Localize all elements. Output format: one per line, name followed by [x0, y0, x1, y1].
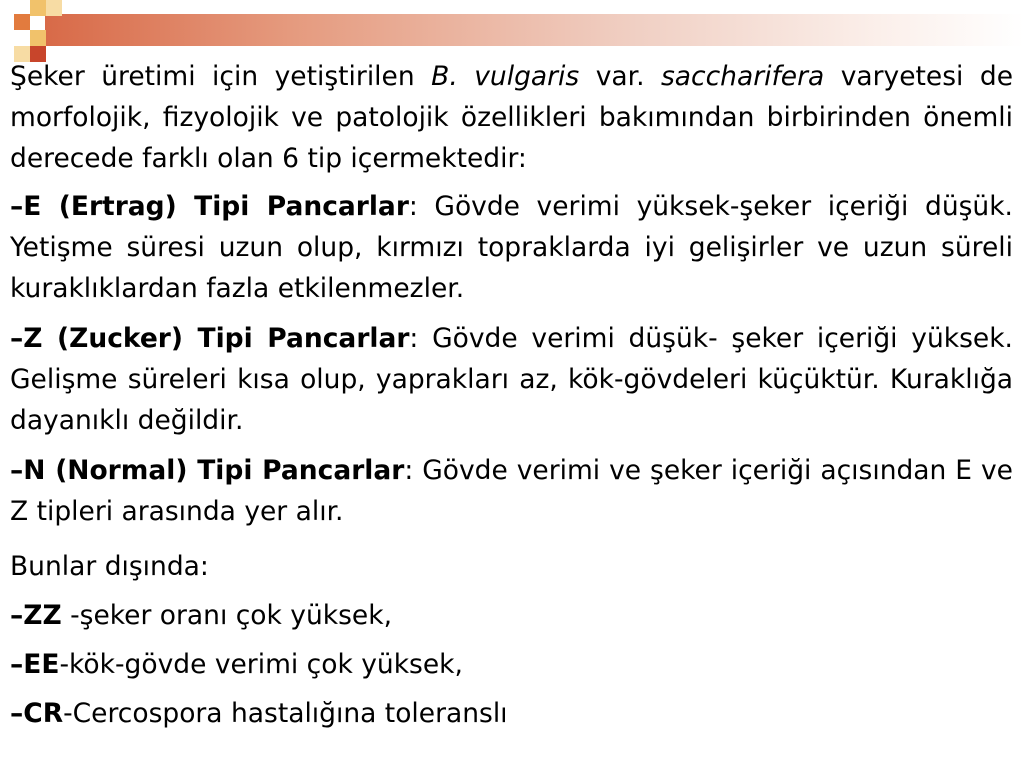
- others-code-zz: –ZZ: [10, 600, 62, 631]
- slide-content: [10, 56, 1013, 742]
- intro-paragraph: [10, 56, 1013, 179]
- type-e-title: –E (Ertrag) Tipi Pancarlar: [10, 191, 409, 222]
- type-n-text: : Gövde verimi ve şeker içeriği açısından E ve Z tipleri arasında yer alır.: [10, 455, 1013, 527]
- intro-text-1: Şeker üretimi için yetiştirilen: [10, 61, 432, 92]
- variety-name: saccharifera: [661, 61, 825, 92]
- others-item-cr: [10, 693, 1013, 734]
- others-code-ee: –EE: [10, 649, 60, 680]
- others-heading: Bunlar dışında:: [10, 551, 209, 582]
- type-z-paragraph: [10, 318, 1013, 441]
- intro-text-2: var.: [579, 61, 661, 92]
- type-z-title: –Z (Zucker) Tipi Pancarlar: [10, 323, 410, 354]
- others-text-cr: -Cercospora hastalığına toleranslı: [63, 698, 508, 729]
- type-e-paragraph: [10, 186, 1013, 309]
- intro-text-3: varyetesi de morfolojik, fizyolojik ve patolojik özellikleri bakımından birbirinden önemli derecede farklı olan 6 tip içermektedir:: [10, 61, 1014, 174]
- others-item-zz: [10, 595, 1013, 636]
- others-code-cr: –CR: [10, 698, 64, 729]
- others-item-ee: [10, 644, 1013, 685]
- type-e-text: : Gövde verimi yüksek-şeker içeriği düşük. Yetişme süresi uzun olup, kırmızı topraklarda iyi gelişirler ve uzun süreli kuraklıklardan fazla etkilenmezler.: [10, 191, 1013, 304]
- type-n-title: –N (Normal) Tipi Pancarlar: [10, 455, 405, 486]
- others-text-ee: -kök-gövde verimi çok yüksek,: [59, 649, 463, 680]
- others-text-zz: -şeker oranı çok yüksek,: [61, 600, 392, 631]
- type-n-paragraph: [10, 450, 1013, 532]
- species-name: B. vulgaris: [431, 61, 580, 92]
- type-z-text: : Gövde verimi düşük- şeker içeriği yüksek. Gelişme süreleri kısa olup, yaprakları az, kök-gövdeleri küçüktür. Kuraklığa dayanıklı değildir.: [10, 323, 1013, 436]
- header-bar: [45, 14, 1024, 46]
